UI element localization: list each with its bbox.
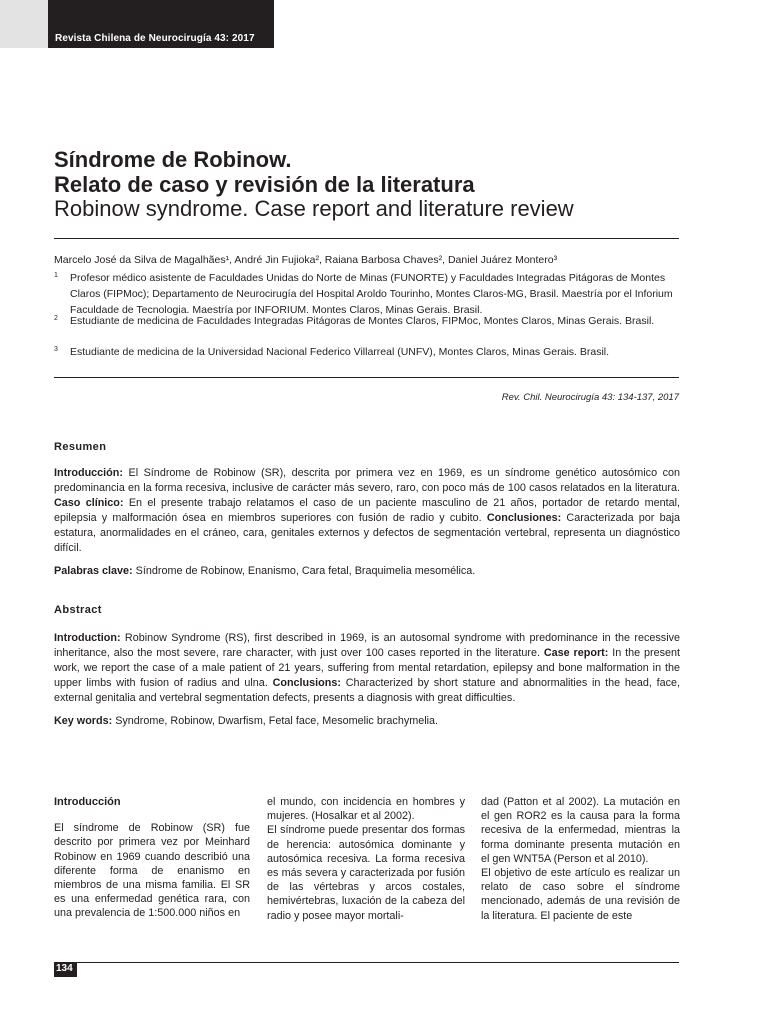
- resumen-conclusion-text: Caracterizada por baja estatura, anormalidades en el cráneo, cara, genitales externos y defectos de segmentación vertebral, representa un diagnóstico difícil.: [54, 512, 680, 554]
- abstract-conclusion-label: Conclusions:: [272, 677, 341, 689]
- affiliation-text: Estudiante de medicina de la Universidad Nacional Federico Villarreal (UNFV), Montes Claros, Minas Gerais. Brasil.: [70, 346, 610, 358]
- author-list: Marcelo José da Silva de Magalhães¹, André Jin Fujioka², Raiana Barbosa Chaves², Daniel Juárez Montero³: [54, 254, 558, 266]
- affiliation-number: 1: [54, 272, 58, 279]
- title-divider: [54, 238, 679, 239]
- abstract-heading: Abstract: [54, 604, 102, 616]
- header-grey-block: [0, 0, 48, 48]
- title-spanish-line1: Síndrome de Robinow.: [54, 147, 292, 172]
- introduccion-heading: Introducción: [54, 796, 121, 808]
- page-number: 134: [56, 963, 73, 974]
- body-column-1: [54, 795, 250, 921]
- body-paragraph: el mundo, con incidencia en hombres y mujeres. (Hosalkar et al 2002).: [267, 796, 465, 823]
- resumen-keywords: [54, 565, 475, 577]
- resumen-paragraph: [54, 466, 680, 556]
- body-paragraph: El síndrome puede presentar dos formas de herencia: autosómica dominante y autosómica recesiva. La forma recesiva es más severa y caracterizada por fusión de las vértebras y arcos costales, hemivértebras, luxación de la cabeza del radio y posee mayor mortali-: [267, 824, 465, 922]
- body-paragraph: dad (Patton et al 2002). La mutación en el gen ROR2 es la causa para la forma recesiva de la enfermedad, mientras la forma dominante presenta mutación en el gen WNT5A (Person et al 2010).: [481, 796, 680, 865]
- resumen-heading: Resumen: [54, 441, 107, 453]
- title-spanish-line2: Relato de caso y revisión de la literatura: [54, 172, 475, 197]
- body-paragraph: El objetivo de este artículo es realizar un relato de caso sobre el síndrome mencionado, además de una revisión de la literatura. El paciente de este: [481, 867, 680, 922]
- resumen-keywords-label: Palabras clave:: [54, 565, 133, 577]
- affiliation-text: Estudiante de medicina de Faculdades Integradas Pitágoras de Montes Claros, FIPMoc, Montes Claros, Minas Gerais. Brasil.: [70, 315, 655, 327]
- affiliation-number: 2: [54, 315, 58, 322]
- abstract-keywords-text: Syndrome, Robinow, Dwarfism, Fetal face, Mesomelic brachymelia.: [112, 715, 439, 727]
- body-paragraph: El síndrome de Robinow (SR) fue descrito por primera vez por Meinhard Robinow en 1969 cuando describió una diferente forma de enanismo en miembros de una misma familia. El SR es una enfermedad genética rara, con una prevalencia de 1:500.000 niños en: [54, 822, 250, 920]
- abstract-keywords-label: Key words:: [54, 715, 113, 727]
- title-english: Robinow syndrome. Case report and literature review: [54, 196, 574, 221]
- body-column-2: [267, 795, 465, 923]
- affiliation-number: 3: [54, 346, 58, 353]
- affiliation-2: [54, 313, 682, 329]
- abstract-paragraph: [54, 631, 680, 706]
- journal-header: Revista Chilena de Neurocirugía 43: 2017: [55, 33, 255, 44]
- affiliation-text: Profesor médico asistente de Faculdades Unidas do Norte de Minas (FUNORTE) y Faculdades Integradas Pitágoras de Montes Claros (FIPMoc); Departamento de Neurocirugía del Hospital Aroldo Tourinho, Montes Claros-MG, Brasil. Maestría por el Inforium Faculdade de Tecnologia. Maestría por INFORIUM. Montes Claros, Minas Gerais. Brasil.: [70, 272, 673, 316]
- abstract-conclusion-text: Characterized by short stature and abnormalities in the head, face, external genitalia and vertebral segmentation defects, presents a diagnosis with great difficulties.: [54, 677, 681, 704]
- affiliation-3: [54, 344, 682, 360]
- resumen-intro-text: El Síndrome de Robinow (SR), descrita por primera vez en 1969, es un síndrome genético autosómico con predominancia en la forma recesiva, inclusive de carácter más severo, raro, con poco más de 100 casos relatados en la literatura.: [54, 467, 680, 494]
- abstract-intro-text: Robinow Syndrome (RS), first described in 1969, is an autosomal syndrome with predominance in the recessive inheritance, also the most severe, rare character, with just over 100 cases reported in the literature.: [54, 632, 680, 659]
- body-column-3: [481, 795, 680, 923]
- footer-divider: [54, 962, 679, 963]
- resumen-conclusion-label: Conclusiones:: [486, 512, 562, 524]
- abstract-keywords: [54, 715, 438, 727]
- abstract-case-label: Case report:: [543, 647, 609, 659]
- resumen-case-text: En el presente trabajo relatamos el caso de un paciente masculino de 21 años, portador de retardo mental, epilepsia y malformación ósea en miembros superiores con fusión de radio y cubito.: [54, 497, 681, 524]
- abstract-case-text: In the present work, we report the case of a male patient of 21 years, suffering from mental retardation, epilepsy and bone malformation in the upper limbs with fusion of radius and ulna.: [54, 647, 681, 689]
- resumen-case-label: Caso clínico:: [54, 497, 124, 509]
- resumen-keywords-text: Síndrome de Robinow, Enanismo, Cara fetal, Braquimelia mesomélica.: [132, 565, 476, 577]
- affiliation-divider: [54, 377, 679, 378]
- citation: Rev. Chil. Neurocirugía 43: 134-137, 2017: [501, 392, 679, 403]
- affiliation-1: [54, 270, 682, 318]
- abstract-intro-label: Introduction:: [54, 632, 121, 644]
- resumen-intro-label: Introducción:: [54, 467, 123, 479]
